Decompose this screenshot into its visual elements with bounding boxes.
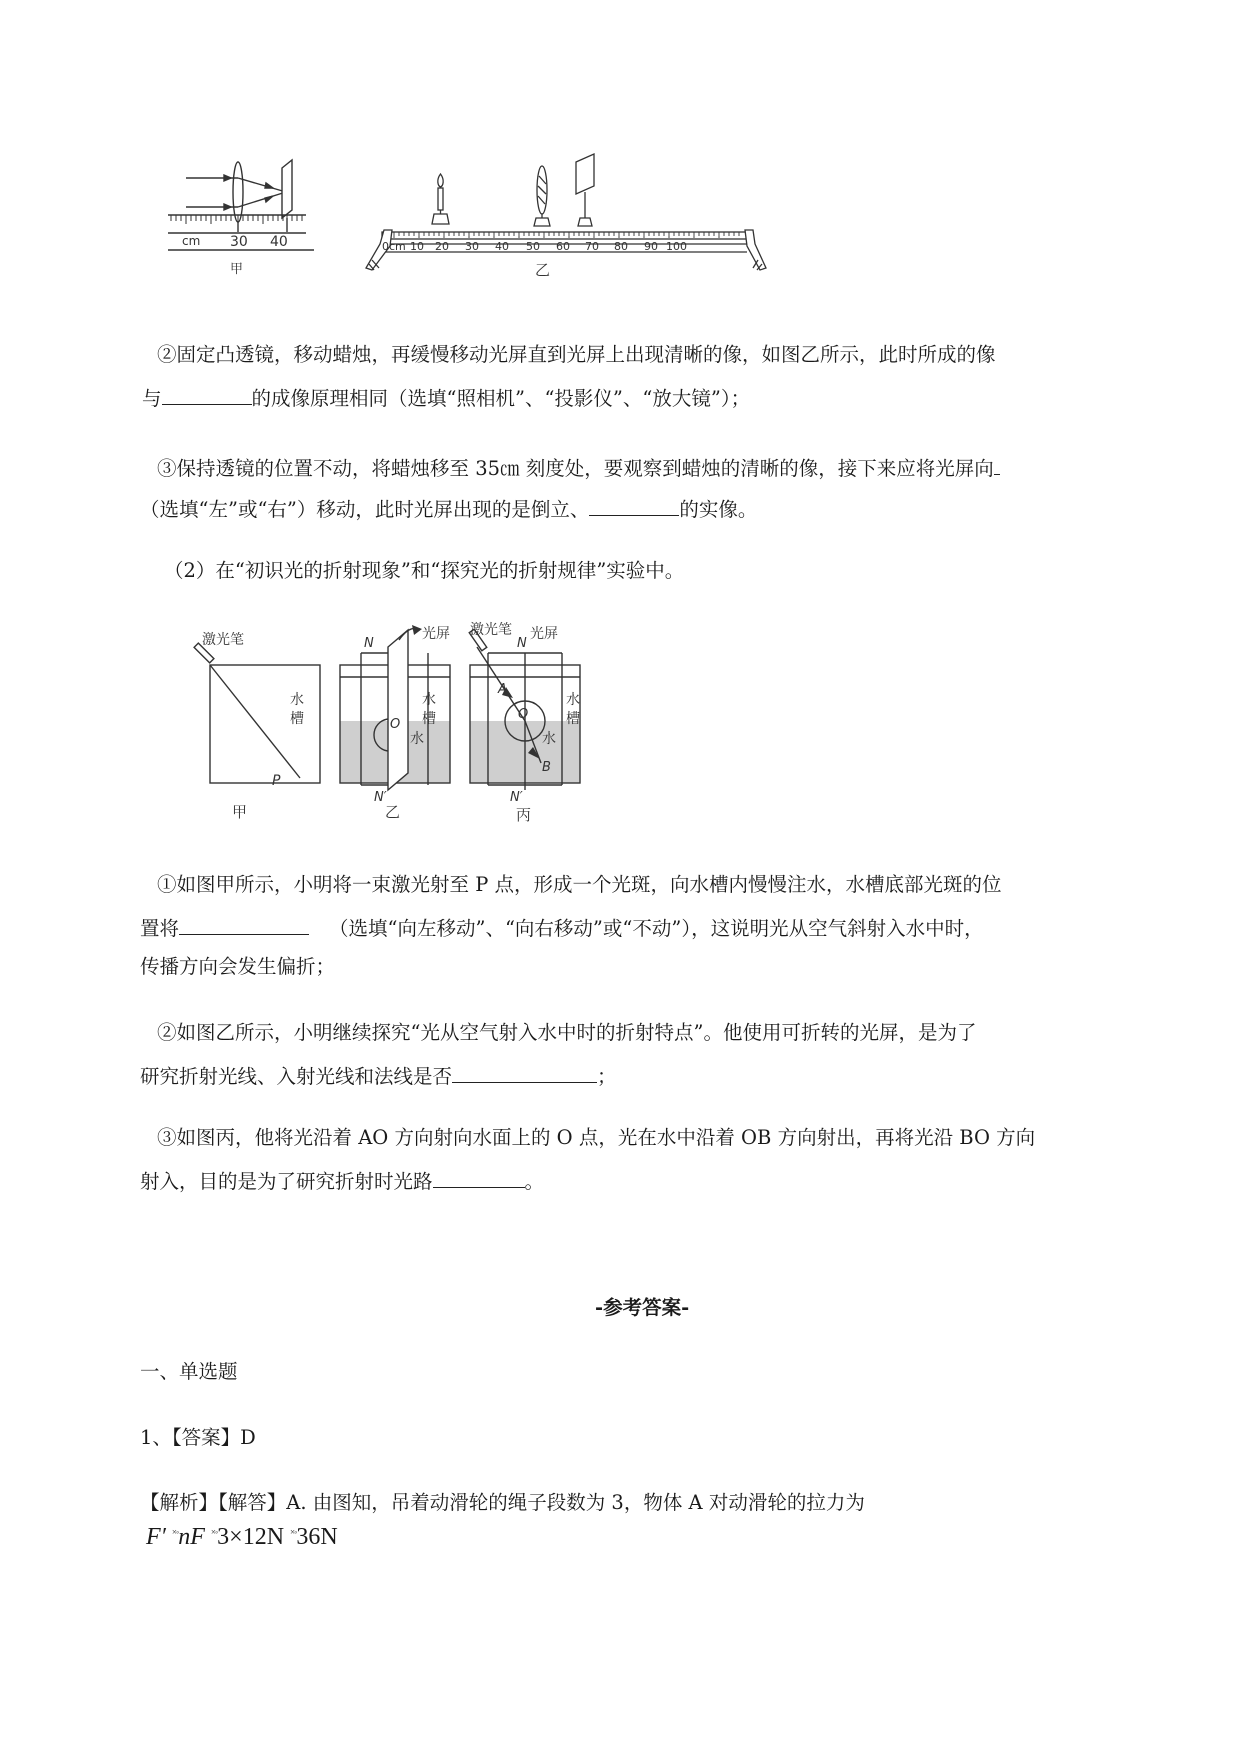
formula-equals-glyph-1: ×◦ — [171, 1527, 179, 1537]
q2-para1-line2 — [140, 916, 984, 939]
answers-heading: -参考答案- — [595, 1296, 690, 1319]
bing-center-o: O — [518, 707, 529, 722]
jia-tick-30: 30 — [230, 234, 248, 250]
q1-para3-post: 的实像。 — [679, 498, 758, 521]
lens-figure-yi — [370, 160, 770, 300]
formula-equals-glyph-3: ×◦ — [290, 1527, 297, 1537]
q2-para2-line2 — [140, 1064, 617, 1087]
jia-tick-cm: cm — [182, 234, 201, 248]
q2-intro: （2）在“初识光的折射现象”和“探究光的折射规律”实验中。 — [164, 559, 685, 582]
yi-tick-50: 50 — [526, 240, 540, 253]
q2-para2-pre: 研究折射光线、入射光线和法线是否 — [140, 1065, 453, 1088]
yi-normal-n-prime: N′ — [374, 790, 387, 805]
q1-para3-text: ③保持透镜的位置不动，将蜡烛移至 35㎝ 刻度处，要观察到蜡烛的清晰的像，接下来应将光屏向 — [157, 457, 994, 480]
yi-tick-30: 30 — [465, 240, 479, 253]
bing-laser-label: 激光笔 — [470, 622, 512, 638]
jia-tank-label-2: 槽 — [290, 711, 304, 727]
yi-water-label: 水 — [410, 731, 424, 747]
answer-blank-spot-position[interactable] — [179, 916, 309, 935]
yi-tank-label-2: 槽 — [422, 711, 436, 727]
bing-screen-label: 光屏 — [530, 626, 558, 642]
formula-num: 3×12N — [217, 1524, 285, 1550]
q2-para2-line1: ②如图乙所示，小明继续探究“光从空气射入水中时的折射特点”。他使用可折转的光屏，是为了 — [157, 1021, 977, 1044]
bing-tank-label-1: 水 — [566, 692, 580, 708]
yi-tick-20: 20 — [435, 240, 449, 253]
formula-mid: nF — [178, 1524, 205, 1550]
q2-para2-post: ； — [597, 1065, 617, 1088]
bing-fig-caption: 丙 — [516, 806, 532, 824]
answer-blank-reversible[interactable] — [433, 1169, 525, 1188]
jia-laser-label: 激光笔 — [202, 632, 244, 648]
yi-tick-10: 10 — [410, 240, 424, 253]
formula-equals-glyph-2: ×◦ — [210, 1527, 218, 1537]
q1-para3-line1 — [157, 456, 1000, 479]
yi-tick-70: 70 — [585, 240, 599, 253]
formula-lhs: F′ — [146, 1524, 166, 1550]
q2-para3-line2 — [140, 1169, 544, 1192]
q2-para3-post: 。 — [524, 1170, 545, 1193]
yi-center-o: O — [390, 717, 401, 732]
q2-para1-post: （选填“向左移动”、“向右移动”或“不动”），这说明光从空气斜射入水中时， — [329, 917, 984, 940]
yi-tick-80: 80 — [614, 240, 628, 253]
q1-para2-post: 的成像原理相同（选填“照相机”、“投影仪”、“放大镜”）； — [251, 387, 751, 410]
yi-tick-90: 90 — [644, 240, 658, 253]
refraction-figure — [180, 622, 700, 825]
q2-para3-line1: ③如图丙，他将光沿着 AO 方向射向水面上的 O 点，光在水中沿着 OB 方向射出，再将光沿 BO 方向 — [157, 1126, 1036, 1149]
answer-blank-coplanar[interactable] — [452, 1064, 597, 1083]
q1-para2-line1: ②固定凸透镜，移动蜡烛，再缓慢移动光屏直到光屏上出现清晰的像，如图乙所示，此时所成的像 — [157, 343, 996, 366]
q2-para1-line3: 传播方向会发生偏折； — [140, 955, 336, 978]
answer-blank-image-size[interactable] — [589, 497, 679, 516]
answer-blank-imaging[interactable] — [162, 386, 252, 405]
yi-normal-n: N — [364, 636, 374, 651]
jia-tick-40: 40 — [270, 234, 288, 250]
answers-section-title: 一、单选题 — [140, 1360, 238, 1383]
q2-para1-line1: ①如图甲所示，小明将一束激光射至 P 点，形成一个光斑，向水槽内慢慢注水，水槽底部光斑的位 — [157, 873, 1002, 896]
jia-tank-label-1: 水 — [290, 692, 304, 708]
q2-para3-pre: 射入，目的是为了研究折射时光路 — [140, 1170, 433, 1193]
yi-tick-0: 0cm — [382, 240, 406, 253]
yi-caption: 乙 — [535, 261, 551, 279]
answer-formula — [146, 1524, 338, 1551]
answer-analysis: 【解析】【解答】A. 由图知，吊着动滑轮的绳子段数为 3，物体 A 对动滑轮的拉力为 — [140, 1491, 865, 1514]
jia-caption: 甲 — [230, 262, 244, 277]
jia-fig-caption: 甲 — [232, 803, 248, 821]
bing-normal-n: N — [517, 636, 527, 651]
bing-tank-label-2: 槽 — [566, 711, 580, 727]
q2-para1-pre: 置将 — [140, 917, 180, 940]
bing-normal-n-prime: N′ — [510, 790, 523, 805]
yi-tank-label-1: 水 — [422, 692, 436, 708]
q1-para2-pre: 与 — [142, 387, 162, 410]
lens-figure-jia — [182, 150, 346, 285]
yi-tick-100: 100 — [666, 240, 687, 253]
yi-tick-60: 60 — [556, 240, 570, 253]
yi-screen-label: 光屏 — [422, 626, 450, 642]
bing-water-label: 水 — [542, 731, 556, 747]
answer-blank-direction[interactable] — [994, 456, 1000, 475]
bing-point-a: A — [498, 682, 507, 697]
jia-point-p: P — [272, 773, 281, 789]
yi-fig-caption: 乙 — [385, 803, 401, 821]
answer-item-1: 1、【答案】D — [140, 1426, 256, 1449]
bing-point-b: B — [542, 760, 551, 775]
q1-para3-pre: （选填“左”或“右”）移动，此时光屏出现的是倒立、 — [140, 498, 590, 521]
formula-result: 36N — [296, 1524, 338, 1550]
q1-para3-line2 — [140, 497, 757, 520]
q1-para2-line2 — [142, 386, 750, 409]
yi-tick-40: 40 — [495, 240, 509, 253]
